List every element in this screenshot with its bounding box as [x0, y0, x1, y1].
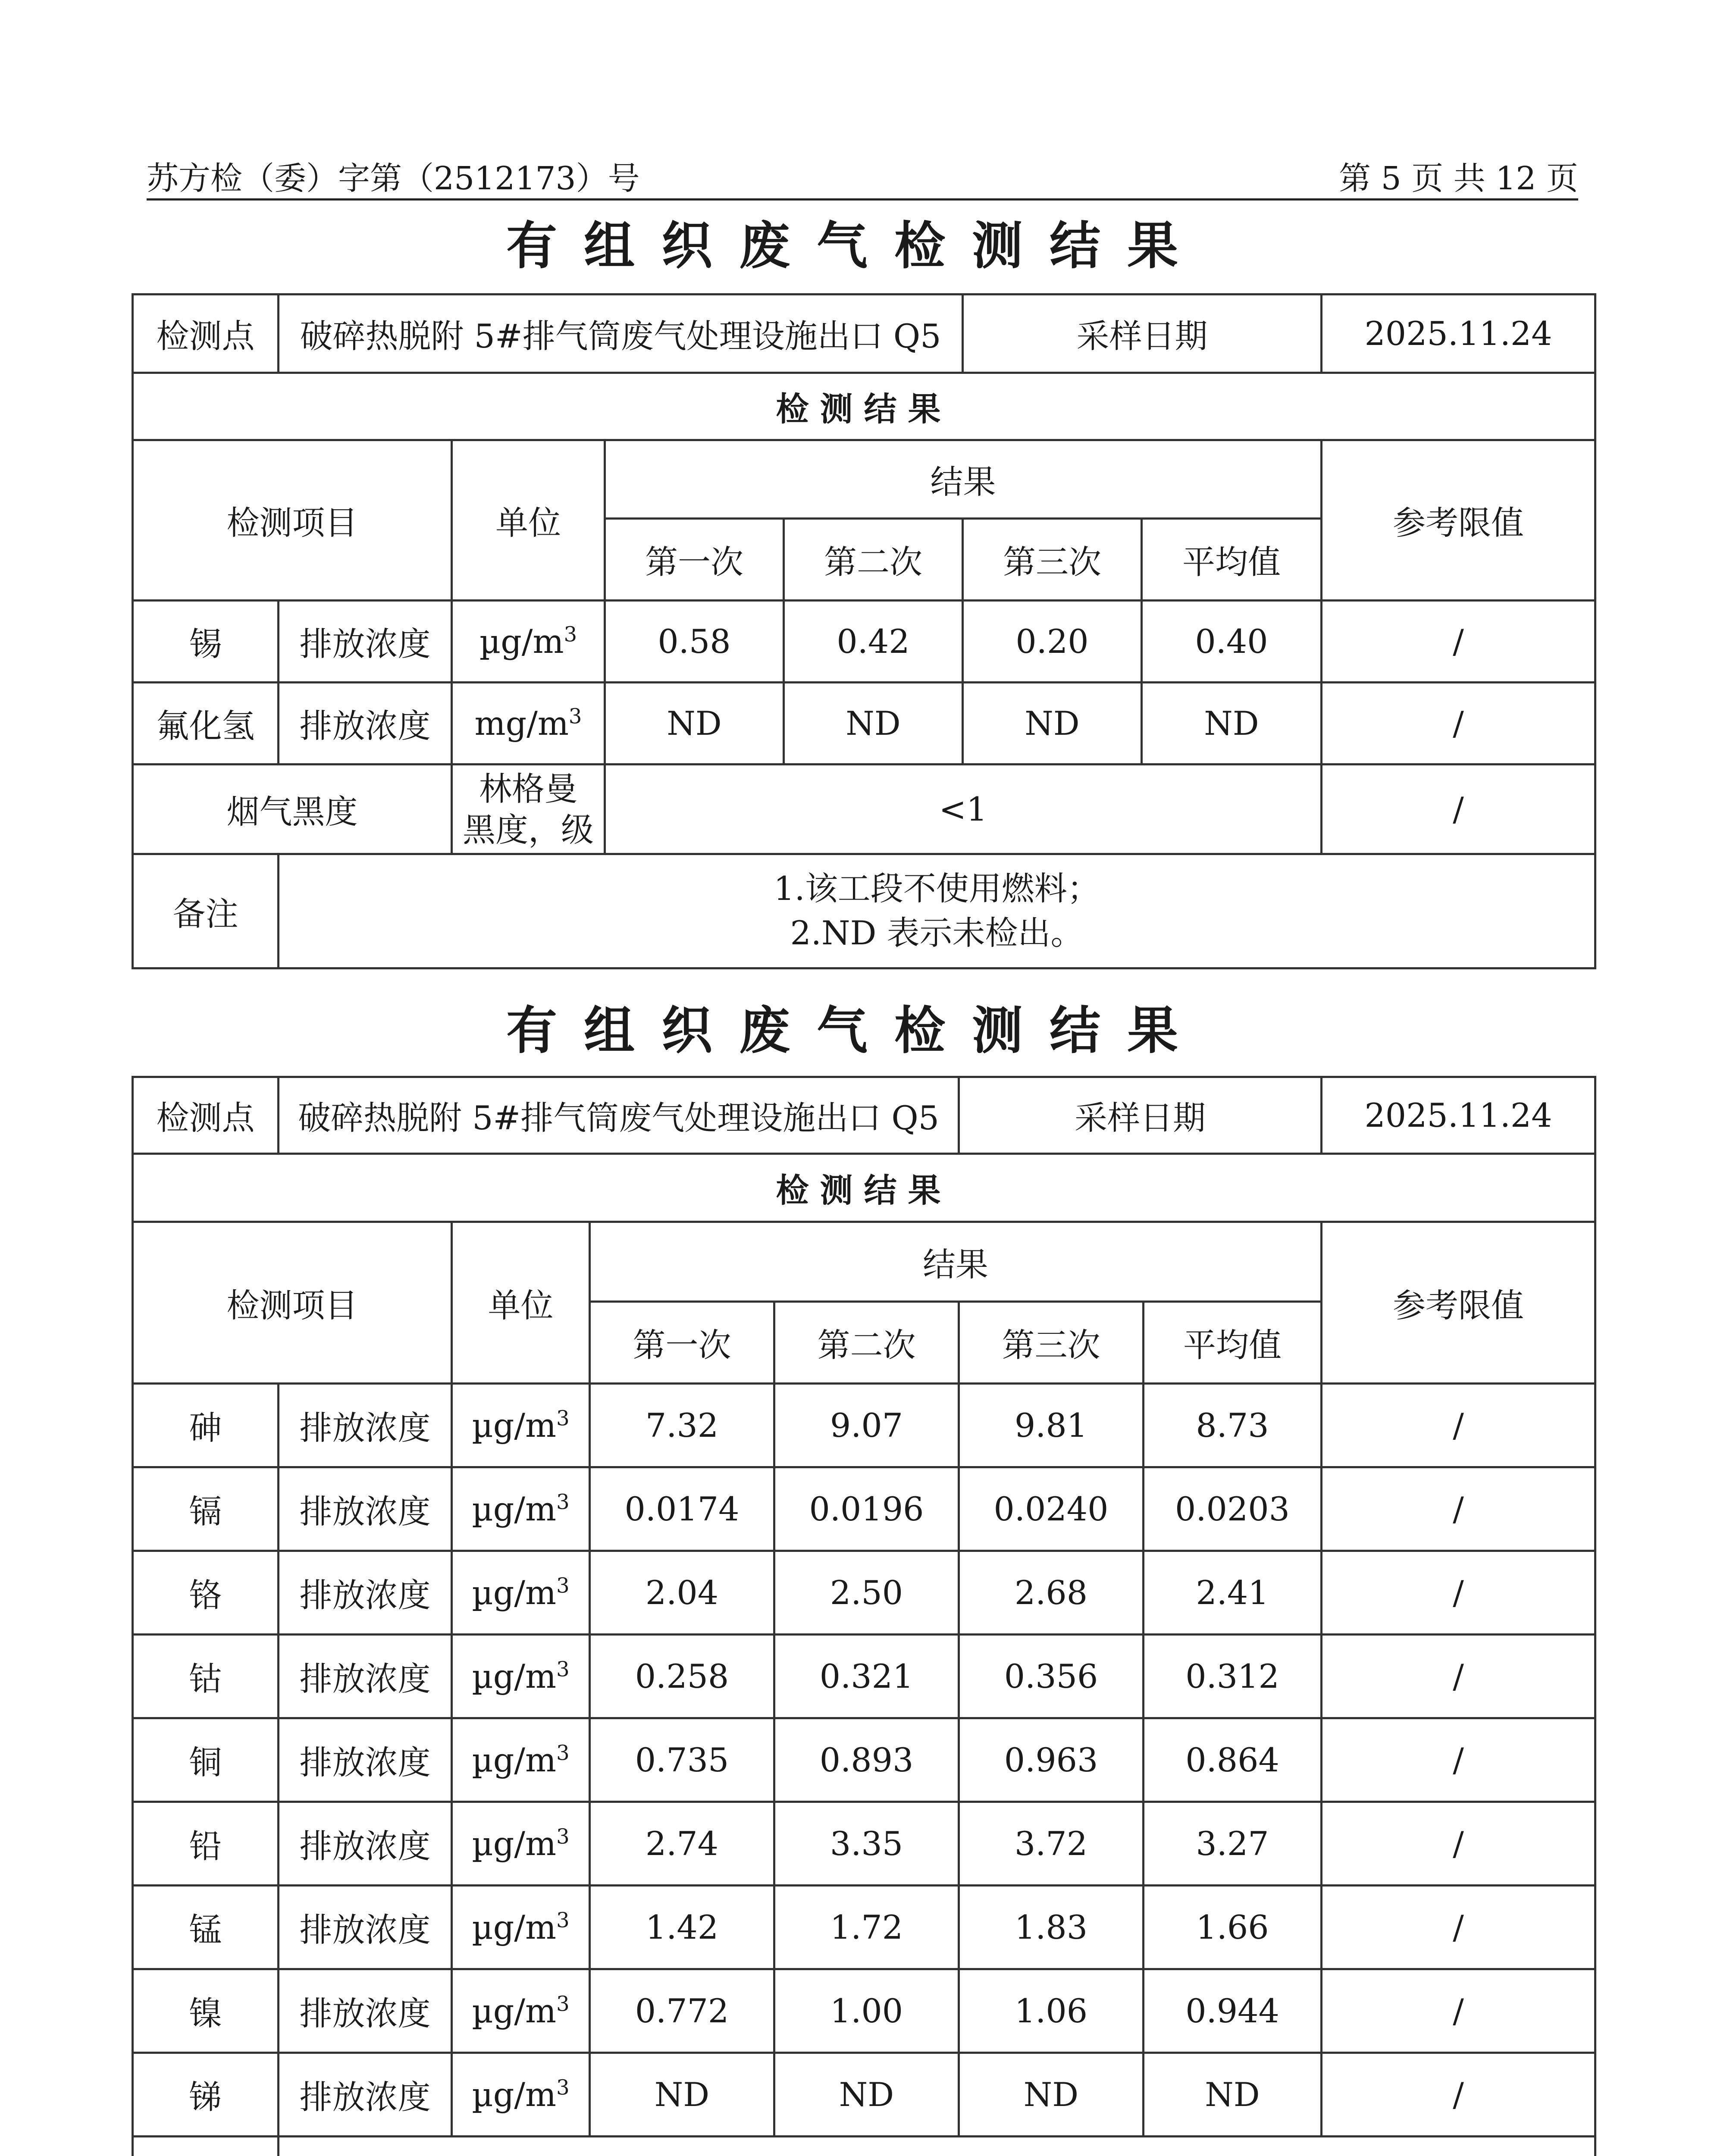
value-1: 7.32 [590, 1384, 774, 1467]
item-unit: $\mu g/m^3$ [452, 1384, 590, 1467]
value-3: 0.963 [959, 1718, 1144, 1802]
value-average: 2.41 [1144, 1551, 1322, 1635]
item-type: 排放浓度 [279, 2053, 452, 2137]
smoke-item-name: 烟气黑度 [133, 765, 452, 854]
value-3: 0.20 [963, 601, 1142, 683]
item-unit: $\mu g/m^3$ [452, 1467, 590, 1551]
third-header: 第三次 [963, 519, 1142, 601]
value-3: 1.06 [959, 1969, 1144, 2053]
value-1: 2.74 [590, 1802, 774, 1886]
table-row [133, 1635, 1595, 1718]
table-row [133, 2053, 1595, 2137]
second-header: 第二次 [774, 1302, 959, 1384]
value-1: 2.04 [590, 1551, 774, 1635]
value-2: 1.72 [774, 1886, 959, 1969]
remark-row [133, 2137, 1595, 2156]
remark-label [133, 2137, 279, 2156]
item-type: 排放浓度 [279, 1467, 452, 1551]
limit-header: 参考限值 [1322, 440, 1595, 601]
value-2: 0.893 [774, 1718, 959, 1802]
value-2: ND [774, 2053, 959, 2137]
value-3: 3.72 [959, 1802, 1144, 1886]
item-type: 排放浓度 [279, 1802, 452, 1886]
value-average: 0.0203 [1144, 1467, 1322, 1551]
item-unit: $\mu g/m^3$ [452, 1718, 590, 1802]
unit-header: 单位 [452, 440, 605, 601]
results-heading: 检测结果 [133, 373, 1595, 440]
item-name: 锑 [133, 2053, 279, 2137]
item-type: 排放浓度 [279, 1551, 452, 1635]
item-name: 镍 [133, 1969, 279, 2053]
page-header [147, 144, 1578, 201]
report-number: 苏方检（委）字第（2512173）号 [147, 160, 640, 197]
item-unit: $\mu g/m^3$ [452, 1551, 590, 1635]
section-title-1: 有组织废气检测结果 [506, 216, 1205, 276]
value-average: 1.66 [1144, 1886, 1322, 1969]
value-limit: / [1322, 683, 1595, 765]
value-limit: / [1322, 2053, 1595, 2137]
result-header: 结果 [590, 1222, 1322, 1302]
point-label: 检测点 [133, 295, 279, 373]
value-limit: / [1322, 1551, 1595, 1635]
value-average: 3.27 [1144, 1802, 1322, 1886]
value-1: 1.42 [590, 1886, 774, 1969]
value-average: 0.312 [1144, 1635, 1322, 1718]
table-row [133, 765, 1595, 854]
second-header: 第二次 [784, 519, 963, 601]
item-unit: $\mu g/m^3$ [452, 1969, 590, 2053]
average-header: 平均值 [1144, 1302, 1322, 1384]
table-row [133, 1886, 1595, 1969]
third-header: 第三次 [959, 1302, 1144, 1384]
item-name: 铜 [133, 1718, 279, 1802]
value-2: 1.00 [774, 1969, 959, 2053]
value-average: ND [1142, 683, 1322, 765]
result-header: 结果 [605, 440, 1322, 519]
results-heading: 检测结果 [133, 1154, 1595, 1222]
item-type: 排放浓度 [279, 1384, 452, 1467]
item-unit: $\mu g/m^3$ [452, 1886, 590, 1969]
average-header: 平均值 [1142, 519, 1322, 601]
value-limit: / [1322, 1886, 1595, 1969]
item-name: 锰 [133, 1886, 279, 1969]
item-unit: $\mu g/m^3$ [452, 2053, 590, 2137]
item-header: 检测项目 [133, 440, 452, 601]
table-row [133, 1718, 1595, 1802]
item-unit: $\mu g/m^3$ [452, 601, 605, 683]
value-1: ND [605, 683, 784, 765]
value-2: 0.0196 [774, 1467, 959, 1551]
item-unit: $\mu g/m^3$ [452, 1802, 590, 1886]
point-label: 检测点 [133, 1077, 279, 1154]
value-1: 0.58 [605, 601, 784, 683]
smoke-unit: 林格曼 黑度，级 [452, 765, 605, 854]
value-limit: / [1322, 765, 1595, 854]
item-header: 检测项目 [133, 1222, 452, 1384]
unit-header: 单位 [452, 1222, 590, 1384]
value-limit: / [1322, 1802, 1595, 1886]
value-2: ND [784, 683, 963, 765]
item-type: 排放浓度 [279, 1635, 452, 1718]
value-limit: / [1322, 1384, 1595, 1467]
sampling-date-label: 采样日期 [959, 1077, 1322, 1154]
item-type: 排放浓度 [279, 1969, 452, 2053]
limit-header: 参考限值 [1322, 1222, 1595, 1384]
remark-text: 1.该工段不使用燃料； 2.ND 表示未检出。 [279, 854, 1595, 968]
table-row [133, 1969, 1595, 2053]
item-name: 氟化氢 [133, 683, 279, 765]
sampling-date-label: 采样日期 [963, 295, 1322, 373]
table-row [133, 601, 1595, 683]
sampling-date-value: 2025.11.24 [1322, 1077, 1595, 1154]
table-row [133, 1467, 1595, 1551]
item-unit: $mg/m^3$ [452, 683, 605, 765]
value-1: ND [590, 2053, 774, 2137]
remark-text [279, 2137, 1595, 2156]
results-table-1 [132, 293, 1596, 969]
value-2: 2.50 [774, 1551, 959, 1635]
value-1: 0.0174 [590, 1467, 774, 1551]
value-average: 0.40 [1142, 601, 1322, 683]
value-1: 0.772 [590, 1969, 774, 2053]
value-limit: / [1322, 1969, 1595, 2053]
value-2: 9.07 [774, 1384, 959, 1467]
table-row [133, 1384, 1595, 1467]
item-type: 排放浓度 [279, 601, 452, 683]
page-number: 第 5 页 共 12 页 [1339, 160, 1578, 197]
value-2: 0.321 [774, 1635, 959, 1718]
remark-label: 备注 [133, 854, 279, 968]
first-header: 第一次 [590, 1302, 774, 1384]
results-table-2 [132, 1076, 1596, 2156]
first-header: 第一次 [605, 519, 784, 601]
item-type: 排放浓度 [279, 683, 452, 765]
smoke-value: <1 [605, 765, 1322, 854]
value-average: 0.864 [1144, 1718, 1322, 1802]
point-value: 破碎热脱附 5#排气筒废气处理设施出口 Q5 [279, 295, 963, 373]
value-2: 3.35 [774, 1802, 959, 1886]
point-value: 破碎热脱附 5#排气筒废气处理设施出口 Q5 [279, 1077, 959, 1154]
value-1: 0.258 [590, 1635, 774, 1718]
section-title-2: 有组织废气检测结果 [506, 1000, 1205, 1060]
table-row [133, 1802, 1595, 1886]
value-1: 0.735 [590, 1718, 774, 1802]
item-name: 铬 [133, 1551, 279, 1635]
item-name: 钴 [133, 1635, 279, 1718]
table-row [133, 1551, 1595, 1635]
remark-row [133, 854, 1595, 968]
value-3: 0.0240 [959, 1467, 1144, 1551]
value-average: 0.944 [1144, 1969, 1322, 2053]
table-row [133, 683, 1595, 765]
item-name: 锡 [133, 601, 279, 683]
value-limit: / [1322, 1635, 1595, 1718]
sampling-date-value: 2025.11.24 [1322, 295, 1595, 373]
value-2: 0.42 [784, 601, 963, 683]
point-row [133, 295, 1595, 373]
value-3: 1.83 [959, 1886, 1144, 1969]
value-average: 8.73 [1144, 1384, 1322, 1467]
point-row [133, 1077, 1595, 1154]
item-name: 镉 [133, 1467, 279, 1551]
value-limit: / [1322, 601, 1595, 683]
item-type: 排放浓度 [279, 1886, 452, 1969]
value-3: ND [963, 683, 1142, 765]
value-limit: / [1322, 1467, 1595, 1551]
value-3: 0.356 [959, 1635, 1144, 1718]
value-3: 2.68 [959, 1551, 1144, 1635]
item-unit: $\mu g/m^3$ [452, 1635, 590, 1718]
value-average: ND [1144, 2053, 1322, 2137]
value-3: ND [959, 2053, 1144, 2137]
value-3: 9.81 [959, 1384, 1144, 1467]
item-name: 砷 [133, 1384, 279, 1467]
value-limit: / [1322, 1718, 1595, 1802]
item-type: 排放浓度 [279, 1718, 452, 1802]
item-name: 铅 [133, 1802, 279, 1886]
